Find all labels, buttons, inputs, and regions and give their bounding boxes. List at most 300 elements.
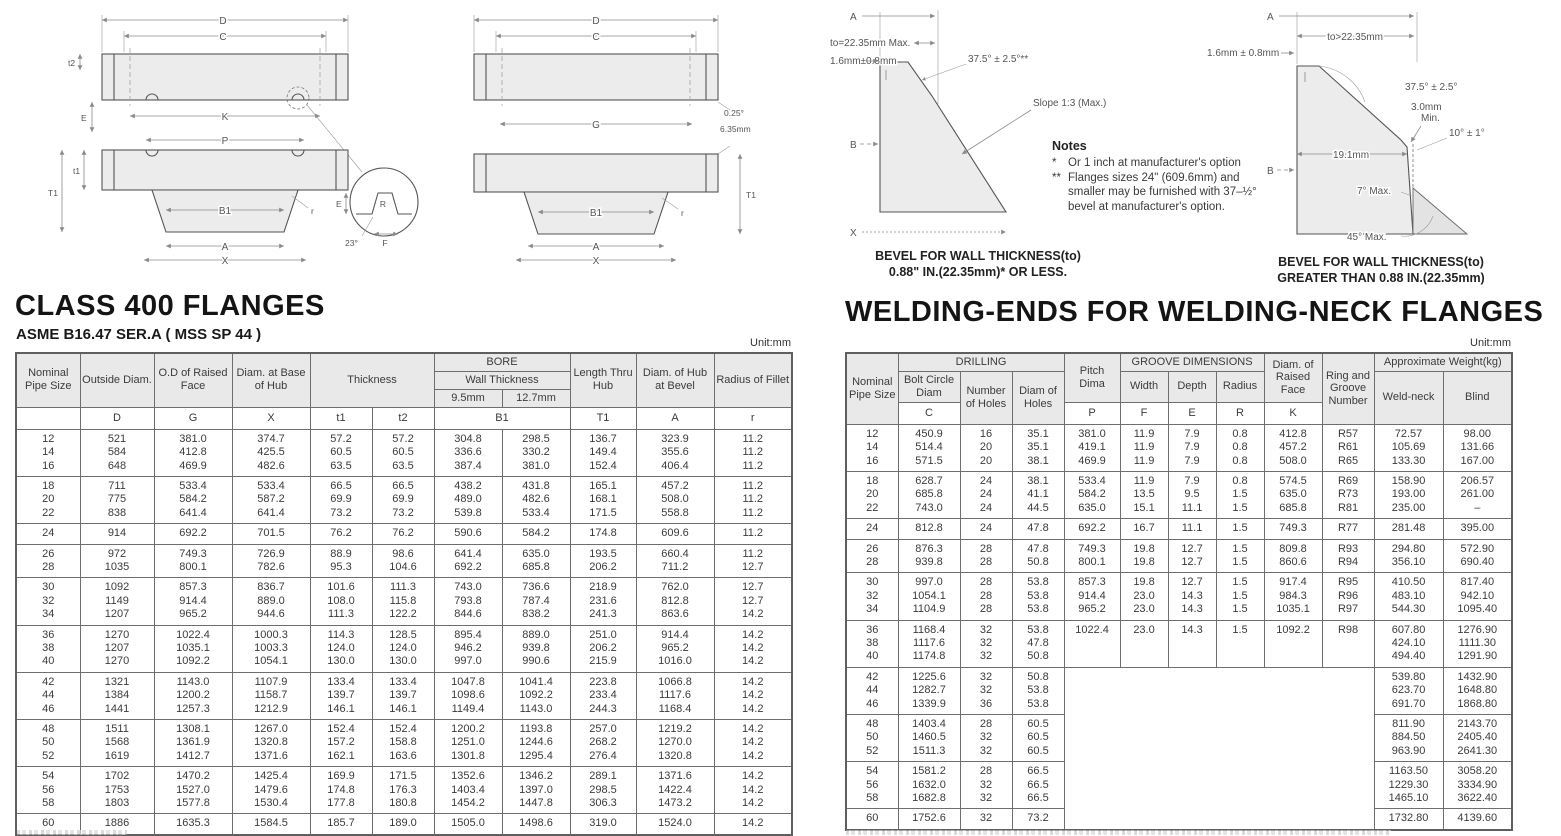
face-tolerance-angle: 0.25° xyxy=(724,108,744,118)
table-cell: 88.9 95.3 xyxy=(310,544,372,578)
table-cell: 24 xyxy=(16,524,80,544)
table-cell: 36 38 40 xyxy=(16,625,80,672)
dim-label-A: A xyxy=(221,242,229,253)
dim-label-X: X xyxy=(850,228,857,239)
dim-label-T1: T1 xyxy=(746,190,756,200)
table-cell: 1498.6 xyxy=(502,814,570,835)
table-cell: 54 56 58 xyxy=(846,762,898,809)
table-cell: 660.4 711.2 xyxy=(636,544,714,578)
table-cell: 111.3 115.8 122.2 xyxy=(372,578,434,625)
table-cell: 28 28 28 xyxy=(960,573,1012,620)
dim-label-X: X xyxy=(592,256,600,267)
table-cell: 533.4 584.2 635.0 xyxy=(1064,472,1120,519)
note-item-1: Or 1 inch at manufacturer's option xyxy=(1068,157,1241,169)
table-cell: 304.8 336.6 387.4 xyxy=(434,429,502,476)
left-section-title: CLASS 400 FLANGES xyxy=(15,290,325,322)
table-cell: 193.5 206.2 xyxy=(570,544,636,578)
symbol-header: D xyxy=(80,407,154,429)
table-cell: 533.4 587.2 641.4 xyxy=(232,477,310,524)
column-header: Weld-neck xyxy=(1374,371,1443,424)
column-header: O.D of Raised Face xyxy=(154,353,232,407)
table-cell: 431.8 482.6 533.4 xyxy=(502,477,570,524)
table-cell: 1524.0 xyxy=(636,814,714,835)
label-land: 1.6mm ± 0.8mm xyxy=(1207,48,1280,59)
column-header: Depth xyxy=(1168,371,1216,402)
column-header: Blind xyxy=(1443,371,1512,424)
table-cell: 1403.4 1460.5 1511.3 xyxy=(898,714,960,761)
table-cell: 48 50 52 xyxy=(846,714,898,761)
dim-label-K: K xyxy=(221,112,229,123)
table-cell: 450.9 514.4 571.5 xyxy=(898,424,960,471)
table-cell: 1267.0 1320.8 1371.6 xyxy=(232,719,310,766)
table-cell: 457.2 508.0 558.8 xyxy=(636,477,714,524)
table-cell: 12.7 12.7 14.2 xyxy=(714,578,792,625)
table-cell: 57.2 60.5 63.5 xyxy=(372,429,434,476)
label-ten-deg: 10° ± 1° xyxy=(1449,128,1485,139)
table-cell: 1732.80 xyxy=(1374,809,1443,830)
table-cell: 374.7 425.5 482.6 xyxy=(232,429,310,476)
column-header: Bolt Circle Diam xyxy=(898,371,960,402)
label-min-land-2: Min. xyxy=(1421,113,1440,124)
dim-label-B: B xyxy=(1267,166,1274,177)
table-row-group xyxy=(16,625,792,672)
column-header: Ring and Groove Number xyxy=(1322,353,1374,424)
table-cell: 50.8 53.8 53.8 xyxy=(1012,667,1064,714)
symbol-header: B1 xyxy=(434,407,570,429)
table-cell: 26 28 xyxy=(846,539,898,573)
label-land: 1.6mm±0.8mm xyxy=(830,56,897,67)
table-cell: 47.8 xyxy=(1012,519,1064,539)
label-to-max: to=22.35mm Max. xyxy=(830,38,911,49)
table-cell: 11.1 xyxy=(1168,519,1216,539)
table-cell: 14.3 xyxy=(1168,620,1216,667)
dim-label-A: A xyxy=(850,12,857,23)
table-cell: 641.4 692.2 xyxy=(434,544,502,578)
dim-label-E: E xyxy=(81,113,87,123)
dim-label-T1: T1 xyxy=(48,188,58,198)
table-cell: 12 14 16 xyxy=(16,429,80,476)
table-cell: 185.7 xyxy=(310,814,372,835)
detail-label-F: F xyxy=(382,238,388,248)
table-cell: 294.80 356.10 xyxy=(1374,539,1443,573)
table-cell: 101.6 108.0 111.3 xyxy=(310,578,372,625)
table-cell: 14.2 xyxy=(714,814,792,835)
table-cell: 3058.20 3334.90 3622.40 xyxy=(1443,762,1512,809)
table-cell: 1511 1568 1619 xyxy=(80,719,154,766)
table-cell: 76.2 xyxy=(372,524,434,544)
table-cell: 917.4 984.3 1035.1 xyxy=(1264,573,1322,620)
table-cell: 1107.9 1158.7 1212.9 xyxy=(232,672,310,719)
table-cell: 319.0 xyxy=(570,814,636,835)
column-header: DRILLING xyxy=(898,353,1064,371)
note-marker-1: * xyxy=(1052,157,1057,169)
table-cell: 24 24 24 xyxy=(960,472,1012,519)
right-unit-label: Unit:mm xyxy=(1470,337,1511,349)
label-seven-max: 7° Max. xyxy=(1357,186,1392,197)
table-cell: R69 R73 R81 xyxy=(1322,472,1374,519)
dim-label-B1: B1 xyxy=(589,208,603,219)
table-cell: 53.8 53.8 53.8 xyxy=(1012,573,1064,620)
cropped-footnote-right xyxy=(846,830,1391,835)
table-row-group xyxy=(16,524,792,544)
table-cell: R98 xyxy=(1322,620,1374,667)
column-header: Diam. of Raised Face xyxy=(1264,353,1322,402)
table-cell: 4139.60 xyxy=(1443,809,1512,830)
table-cell: 1000.3 1003.3 1054.1 xyxy=(232,625,310,672)
table-cell: 14.2 14.2 14.2 xyxy=(714,767,792,814)
table-cell: 11.2 12.7 xyxy=(714,544,792,578)
column-header: Outside Diam. xyxy=(80,353,154,407)
table-cell: 711 775 838 xyxy=(80,477,154,524)
table-cell: 16 20 20 xyxy=(960,424,1012,471)
table-cell: 66.5 69.9 73.2 xyxy=(372,477,434,524)
dim-label-B: B xyxy=(850,140,857,151)
table-cell: 35.1 35.1 38.1 xyxy=(1012,424,1064,471)
table-cell: 609.6 xyxy=(636,524,714,544)
table-row-group xyxy=(16,767,792,814)
table-cell: 1047.8 1098.6 1149.4 xyxy=(434,672,502,719)
table-cell: 812.8 xyxy=(898,519,960,539)
table-cell: 189.0 xyxy=(372,814,434,835)
note-marker-2: ** xyxy=(1052,171,1061,184)
left-section-subtitle: ASME B16.47 SER.A ( MSS SP 44 ) xyxy=(16,326,262,343)
column-header: 12.7mm xyxy=(502,389,570,407)
column-header: Nominal Pipe Size xyxy=(846,353,898,424)
column-header: Wall Thickness xyxy=(434,371,570,389)
table-cell: 133.4 139.7 146.1 xyxy=(310,672,372,719)
bevel1-caption-line2: 0.88" IN.(22.35mm)* OR LESS. xyxy=(888,265,1068,279)
table-cell: 12 14 16 xyxy=(846,424,898,471)
table-cell: 1886 xyxy=(80,814,154,835)
table-cell: 174.8 xyxy=(570,524,636,544)
column-header: Nominal Pipe Size xyxy=(16,353,80,407)
table-cell: 28 28 xyxy=(960,539,1012,573)
table-cell: 1321 1384 1441 xyxy=(80,672,154,719)
table-cell: 1092 1149 1207 xyxy=(80,578,154,625)
table-cell: 701.5 xyxy=(232,524,310,544)
table-cell: 0.8 0.8 0.8 xyxy=(1216,424,1264,471)
table-cell: 98.00 131.66 167.00 xyxy=(1443,424,1512,471)
table-cell: 438.2 489.0 539.8 xyxy=(434,477,502,524)
dim-label-C: C xyxy=(592,32,600,43)
table-cell: 736.6 787.4 838.2 xyxy=(502,578,570,625)
symbol-header: F xyxy=(1120,402,1168,424)
column-header: Radius of Fillet xyxy=(714,353,792,407)
table-cell: 57.2 60.5 63.5 xyxy=(310,429,372,476)
table-cell: 1.5 xyxy=(1216,519,1264,539)
table-cell: 24 xyxy=(960,519,1012,539)
table-cell: 1.5 xyxy=(1216,620,1264,667)
column-header: Diam. of Hub at Bevel xyxy=(636,353,714,407)
table-cell: 889.0 939.8 990.6 xyxy=(502,625,570,672)
table-row-group xyxy=(846,539,1512,573)
table-cell: 54 56 58 xyxy=(16,767,80,814)
table-cell: 32 xyxy=(960,809,1012,830)
label-fortyfive-max: 45° Max. xyxy=(1347,232,1387,243)
dim-label-P: P xyxy=(221,136,229,147)
symbol-header: t2 xyxy=(372,407,434,429)
symbol-header: r xyxy=(714,407,792,429)
column-header: BORE xyxy=(434,353,570,371)
table-cell: 1505.0 xyxy=(434,814,502,835)
table-cell: 1702 1753 1803 xyxy=(80,767,154,814)
table-cell: 1066.8 1117.6 1168.4 xyxy=(636,672,714,719)
table-cell: 30 32 34 xyxy=(846,573,898,620)
symbol-header: K xyxy=(1264,402,1322,424)
table-cell: 281.48 xyxy=(1374,519,1443,539)
table-cell: 11.2 xyxy=(714,524,792,544)
table-cell: 0.8 1.5 1.5 xyxy=(1216,472,1264,519)
table-row-group xyxy=(846,424,1512,471)
table-cell: 152.4 157.2 162.1 xyxy=(310,719,372,766)
table-cell: 42 44 46 xyxy=(846,667,898,714)
column-header: Length Thru Hub xyxy=(570,353,636,407)
table-cell: 223.8 233.4 244.3 xyxy=(570,672,636,719)
welding-neck-flange-drawing-raised-face xyxy=(428,6,758,268)
table-cell: 749.3 800.1 xyxy=(154,544,232,578)
table-cell: 251.0 206.2 215.9 xyxy=(570,625,636,672)
table-cell: 47.8 50.8 xyxy=(1012,539,1064,573)
column-header: Approximate Weight(kg) xyxy=(1374,353,1512,371)
table-cell: 1022.4 xyxy=(1064,620,1120,667)
bevel1-caption-line1: BEVEL FOR WALL THICKNESS(to) xyxy=(875,249,1081,263)
table-cell: 857.3 914.4 965.2 xyxy=(154,578,232,625)
table-cell: 11.2 11.2 11.2 xyxy=(714,429,792,476)
right-section-title: WELDING-ENDS FOR WELDING-NECK FLANGES xyxy=(845,296,1544,328)
table-cell: 72.57 105.69 133.30 xyxy=(1374,424,1443,471)
table-cell: 590.6 xyxy=(434,524,502,544)
table-cell: 914 xyxy=(80,524,154,544)
symbol-header: X xyxy=(232,407,310,429)
table-cell: 60 xyxy=(16,814,80,835)
table-cell: 1276.90 1111.30 1291.90 xyxy=(1443,620,1512,667)
detail-label-angle: 23° xyxy=(345,238,358,248)
table-cell: 11.9 11.9 11.9 xyxy=(1120,424,1168,471)
table-cell: 76.2 xyxy=(310,524,372,544)
column-header: Number of Holes xyxy=(960,371,1012,424)
table-cell: 12.7 14.3 14.3 xyxy=(1168,573,1216,620)
table-cell: 1219.2 1270.0 1320.8 xyxy=(636,719,714,766)
table-cell: 410.50 483.10 544.30 xyxy=(1374,573,1443,620)
notes-title: Notes xyxy=(1052,139,1087,153)
table-cell: 289.1 298.5 306.3 xyxy=(570,767,636,814)
dim-label-r: r xyxy=(681,208,684,218)
table-row-group xyxy=(16,477,792,524)
column-header: Diam. at Base of Hub xyxy=(232,353,310,407)
table-cell: 574.5 635.0 685.8 xyxy=(1264,472,1322,519)
column-header: Width xyxy=(1120,371,1168,402)
table-cell: 60.5 60.5 60.5 xyxy=(1012,714,1064,761)
table-cell: 14.2 14.2 14.2 xyxy=(714,672,792,719)
table-cell: 1143.0 1200.2 1257.3 xyxy=(154,672,232,719)
table-cell: 206.57 261.00 – xyxy=(1443,472,1512,519)
table-cell: 12.7 12.7 xyxy=(1168,539,1216,573)
note-item-2: Flanges sizes 24" (609.6mm) and smaller may be furnished with 37–½° bevel at manufacturer's option. xyxy=(1068,171,1257,214)
table-cell: 1752.6 xyxy=(898,809,960,830)
table-cell: 895.4 946.2 997.0 xyxy=(434,625,502,672)
label-bevel-angle: 37.5° ± 2.5°** xyxy=(968,54,1029,65)
welding-ends-table xyxy=(845,352,1513,831)
table-cell: 53.8 47.8 50.8 xyxy=(1012,620,1064,667)
symbol-header: G xyxy=(154,407,232,429)
table-cell: 257.0 268.2 276.4 xyxy=(570,719,636,766)
label-bevel-angle: 37.5° ± 2.5° xyxy=(1405,82,1458,93)
table-cell: 32 32 32 xyxy=(960,620,1012,667)
table-cell: 692.2 xyxy=(154,524,232,544)
label-to-gt: to>22.35mm xyxy=(1327,32,1383,43)
table-cell: 817.40 942.10 1095.40 xyxy=(1443,573,1512,620)
symbol-header: C xyxy=(898,402,960,424)
table-cell: 128.5 124.0 130.0 xyxy=(372,625,434,672)
table-cell: 749.3 xyxy=(1264,519,1322,539)
symbol-header: t1 xyxy=(310,407,372,429)
table-cell: 628.7 685.8 743.0 xyxy=(898,472,960,519)
cropped-footnote-left xyxy=(17,830,127,835)
table-cell: 14.2 14.2 14.2 xyxy=(714,719,792,766)
table-cell: 726.9 782.6 xyxy=(232,544,310,578)
column-header: 9.5mm xyxy=(434,389,502,407)
empty-region xyxy=(1064,667,1374,829)
table-cell: 24 xyxy=(846,519,898,539)
table-cell: 136.7 149.4 152.4 xyxy=(570,429,636,476)
table-cell: 743.0 793.8 844.6 xyxy=(434,578,502,625)
table-cell: 66.5 66.5 66.5 xyxy=(1012,762,1064,809)
table-cell: 1163.50 1229.30 1465.10 xyxy=(1374,762,1443,809)
table-cell: 395.00 xyxy=(1443,519,1512,539)
label-slope: Slope 1:3 (Max.) xyxy=(1033,98,1107,109)
bevel2-caption-line2: GREATER THAN 0.88 IN.(22.35mm) xyxy=(1277,271,1485,285)
dim-label-D: D xyxy=(219,16,227,27)
table-cell: 19.8 19.8 xyxy=(1120,539,1168,573)
dim-label-B1: B1 xyxy=(218,206,232,217)
table-cell: 28 32 32 xyxy=(960,714,1012,761)
table-cell: 1581.2 1632.0 1682.8 xyxy=(898,762,960,809)
column-header: Thickness xyxy=(310,353,434,407)
table-row-group xyxy=(16,544,792,578)
class-400-flanges-table xyxy=(15,352,793,836)
table-cell: 165.1 168.1 171.5 xyxy=(570,477,636,524)
table-cell: 158.90 193.00 235.00 xyxy=(1374,472,1443,519)
dim-label-C: C xyxy=(219,32,227,43)
table-cell: 98.6 104.6 xyxy=(372,544,434,578)
table-cell: 1168.4 1117.6 1174.8 xyxy=(898,620,960,667)
table-cell: 16.7 xyxy=(1120,519,1168,539)
table-cell: 1432.90 1648.80 1868.80 xyxy=(1443,667,1512,714)
dim-label-X: X xyxy=(221,256,229,267)
table-cell: R77 xyxy=(1322,519,1374,539)
table-cell: 972 1035 xyxy=(80,544,154,578)
table-cell: 26 28 xyxy=(16,544,80,578)
table-cell: 1092.2 xyxy=(1264,620,1322,667)
table-row-group xyxy=(846,519,1512,539)
table-cell: 60 xyxy=(846,809,898,830)
table-row-group xyxy=(16,814,792,835)
column-header: Pitch Dima xyxy=(1064,353,1120,402)
table-cell: 1584.5 xyxy=(232,814,310,835)
table-cell: 1041.4 1092.2 1143.0 xyxy=(502,672,570,719)
table-cell: 1352.6 1403.4 1454.2 xyxy=(434,767,502,814)
label-min-land-1: 3.0mm xyxy=(1411,102,1442,113)
table-cell: 7.9 9.5 11.1 xyxy=(1168,472,1216,519)
table-cell: 2143.70 2405.40 2641.30 xyxy=(1443,714,1512,761)
symbol-header: R xyxy=(1216,402,1264,424)
table-cell: 48 50 52 xyxy=(16,719,80,766)
table-cell: 811.90 884.50 963.90 xyxy=(1374,714,1443,761)
table-cell: 584.2 xyxy=(502,524,570,544)
table-cell: 876.3 939.8 xyxy=(898,539,960,573)
table-cell: 857.3 914.4 965.2 xyxy=(1064,573,1120,620)
table-cell: 152.4 158.8 163.6 xyxy=(372,719,434,766)
table-cell: 11.9 13.5 15.1 xyxy=(1120,472,1168,519)
table-row-group xyxy=(846,472,1512,519)
table-row-group xyxy=(846,667,1512,714)
table-cell: 607.80 424.10 494.40 xyxy=(1374,620,1443,667)
table-cell: 23.0 xyxy=(1120,620,1168,667)
symbol-header: T1 xyxy=(570,407,636,429)
dim-label-t1: t1 xyxy=(73,166,81,176)
dim-label-A: A xyxy=(1267,12,1274,23)
table-cell: 218.9 231.6 241.3 xyxy=(570,578,636,625)
table-cell: 1193.8 1244.6 1295.4 xyxy=(502,719,570,766)
dim-label-A: A xyxy=(592,242,600,253)
table-cell: 323.9 355.6 406.4 xyxy=(636,429,714,476)
detail-label-E: E xyxy=(336,199,342,209)
table-cell: 1200.2 1251.0 1301.8 xyxy=(434,719,502,766)
table-cell: 19.8 23.0 23.0 xyxy=(1120,573,1168,620)
table-cell: 1470.2 1527.0 1577.8 xyxy=(154,767,232,814)
table-cell: 18 20 22 xyxy=(846,472,898,519)
detail-label-R: R xyxy=(379,199,387,209)
symbol-header xyxy=(16,407,80,429)
table-cell: 836.7 889.0 944.6 xyxy=(232,578,310,625)
table-cell: 114.3 124.0 130.0 xyxy=(310,625,372,672)
table-cell: 1308.1 1361.9 1412.7 xyxy=(154,719,232,766)
table-cell: 914.4 965.2 1016.0 xyxy=(636,625,714,672)
table-cell: R93 R94 xyxy=(1322,539,1374,573)
table-cell: 997.0 1054.1 1104.9 xyxy=(898,573,960,620)
table-cell: 66.5 69.9 73.2 xyxy=(310,477,372,524)
welding-neck-flange-drawing-ring-joint xyxy=(40,6,425,268)
symbol-header: P xyxy=(1064,402,1120,424)
table-row-group xyxy=(16,429,792,476)
table-cell: 169.9 174.8 177.8 xyxy=(310,767,372,814)
table-cell: 1022.4 1035.1 1092.2 xyxy=(154,625,232,672)
column-header: Diam of Holes xyxy=(1012,371,1064,424)
table-cell: 7.9 7.9 7.9 xyxy=(1168,424,1216,471)
left-unit-label: Unit:mm xyxy=(750,337,791,349)
table-cell: 171.5 176.3 180.8 xyxy=(372,767,434,814)
table-cell: 38.1 41.1 44.5 xyxy=(1012,472,1064,519)
dim-label-D: D xyxy=(592,16,600,27)
table-cell: 1371.6 1422.4 1473.2 xyxy=(636,767,714,814)
table-cell: 572.90 690.40 xyxy=(1443,539,1512,573)
table-cell: 73.2 xyxy=(1012,809,1064,830)
table-cell: 533.4 584.2 641.4 xyxy=(154,477,232,524)
table-cell: 381.0 412.8 469.9 xyxy=(154,429,232,476)
bevel2-caption-line1: BEVEL FOR WALL THICKNESS(to) xyxy=(1278,255,1484,269)
table-cell: 692.2 xyxy=(1064,519,1120,539)
table-cell: 412.8 457.2 508.0 xyxy=(1264,424,1322,471)
table-row-group xyxy=(16,719,792,766)
table-cell: 539.80 623.70 691.70 xyxy=(1374,667,1443,714)
table-cell: 42 44 46 xyxy=(16,672,80,719)
table-cell: 1346.2 1397.0 1447.8 xyxy=(502,767,570,814)
dim-label-t2: t2 xyxy=(68,58,76,68)
dim-label-r: r xyxy=(311,206,314,216)
face-tolerance-mm: 6.35mm xyxy=(720,124,751,134)
table-cell: R95 R96 R97 xyxy=(1322,573,1374,620)
table-cell: 14.2 14.2 14.2 xyxy=(714,625,792,672)
